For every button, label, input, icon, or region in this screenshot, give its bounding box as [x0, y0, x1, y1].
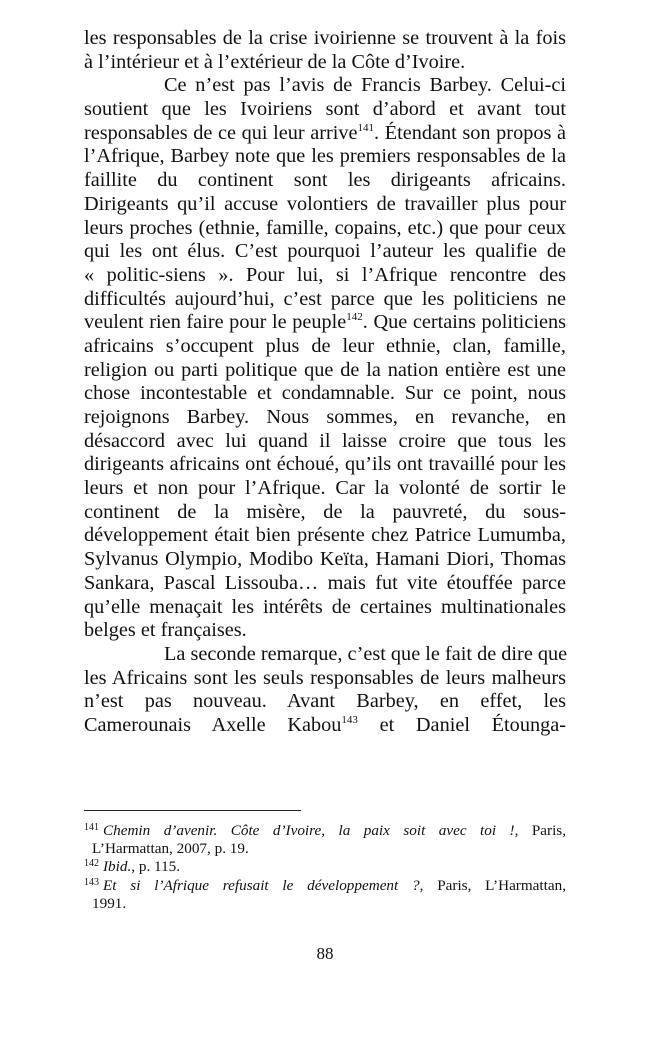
body-text	[84, 27, 566, 738]
text-line: religion ou parti politique que de la nation entière est une	[84, 358, 566, 381]
text-line: les Africains sont les seuls responsables de leurs malheurs	[84, 666, 566, 689]
text-line: faillite du continent sont les dirigeants africains.	[84, 169, 566, 192]
footnote-title: Et si l’Afrique refusait le développement ?	[103, 876, 420, 894]
text-line: n’est pas nouveau. Avant Barbey, en effet, les	[84, 690, 566, 713]
footnote-separator	[84, 810, 301, 811]
text-line: dirigeants africains ont échoué, qu’ils ont travaillé pour les	[84, 453, 566, 476]
footnote-141: $^{141}$ Chemin d’avenir. Côte d’Ivoire, la paix soit avec toi !, Paris,	[84, 822, 567, 839]
text-line: Ce n’est pas l’avis de Francis Barbey. Celui-ci	[164, 74, 566, 97]
text-line: Sankara, Pascal Lissouba… mais fut vite étouffée parce	[84, 571, 566, 594]
text-line: La seconde remarque, c’est que le fait de dire que	[164, 642, 568, 665]
text-line: responsables de ce qui leur arrive$^{141}$. Étendant son propos à	[84, 121, 566, 144]
text-line: désaccord avec lui quand il laisse croire que tous les	[84, 429, 566, 452]
footnote-number: 141	[84, 822, 99, 833]
footnote-ref[interactable]: 142	[346, 311, 363, 324]
text-line: difficultés aujourd’hui, c’est parce que les politiciens ne	[84, 287, 566, 310]
text-line: leurs et non pour l’Afrique. Car la volonté de sortir le	[84, 477, 566, 500]
text-line: veulent rien faire pour le peuple$^{142}$. Que certains politiciens	[84, 311, 566, 334]
text-line: rejoignons Barbey. Nous sommes, en revanche, en	[84, 406, 566, 428]
text-line: « politic-siens ». Pour lui, si l’Afrique rencontre des	[84, 263, 566, 286]
text-line: belges et françaises.	[84, 619, 247, 642]
text-line: africains s’occupent plus de leur ethnie, clan, famille,	[84, 334, 566, 357]
text-line: chose incontestable et condamnable. Sur ce point, nous	[84, 382, 566, 405]
text-line: qu’elle menaçait les intérêts de certaines multinationales	[84, 595, 566, 618]
text-line: leurs proches (ethnie, famille, copains, etc.) que pour ceux	[84, 216, 566, 239]
footnote-ref[interactable]: 141	[357, 121, 375, 134]
text-line: continent de la misère, de la pauvreté, du sous-	[84, 500, 566, 523]
footnote-142: $^{142}$ Ibid., p. 115.	[84, 858, 181, 876]
text-line: Dirigeants qu’il accuse volontiers de travailler plus pour	[84, 192, 566, 215]
footnote-title: Chemin d’avenir. Côte d’Ivoire, la paix soit avec toi !	[103, 822, 515, 839]
footnote-title: Ibid.	[103, 858, 132, 876]
text-line: soutient que les Ivoiriens sont d’abord et avant tout	[84, 98, 566, 121]
footnote-continuation: L’Harmattan, 2007, p. 19.	[92, 840, 249, 858]
footnote-143: $^{143}$ Et si l’Afrique refusait le développement ?, Paris, L’Harmattan,	[84, 876, 566, 894]
footnotes	[84, 822, 566, 913]
text-line: l’Afrique, Barbey note que les premiers responsables de la	[84, 145, 566, 168]
footnote-continuation: 1991.	[92, 894, 127, 912]
text-line: Sylvanus Olympio, Modibo Keïta, Hamani Diori, Thomas	[84, 548, 566, 571]
footnote-number: 142	[84, 858, 99, 870]
footnote-ref[interactable]: 143	[341, 713, 358, 726]
text-line: qui les ont élus. C’est pourquoi l’auteur les qualifie de	[84, 240, 566, 263]
page-number: 88	[316, 944, 334, 963]
text-line: les responsables de la crise ivoirienne se trouvent à la fois	[84, 27, 566, 49]
text-line: développement était bien présente chez Patrice Lumumba,	[84, 524, 566, 547]
text-line: à l’intérieur et à l’extérieur de la Côte d’Ivoire.	[84, 50, 466, 73]
footnote-number: 143	[84, 876, 99, 888]
text-line: Camerounais Axelle Kabou$^{143}$ et Daniel Étounga-	[84, 713, 567, 736]
